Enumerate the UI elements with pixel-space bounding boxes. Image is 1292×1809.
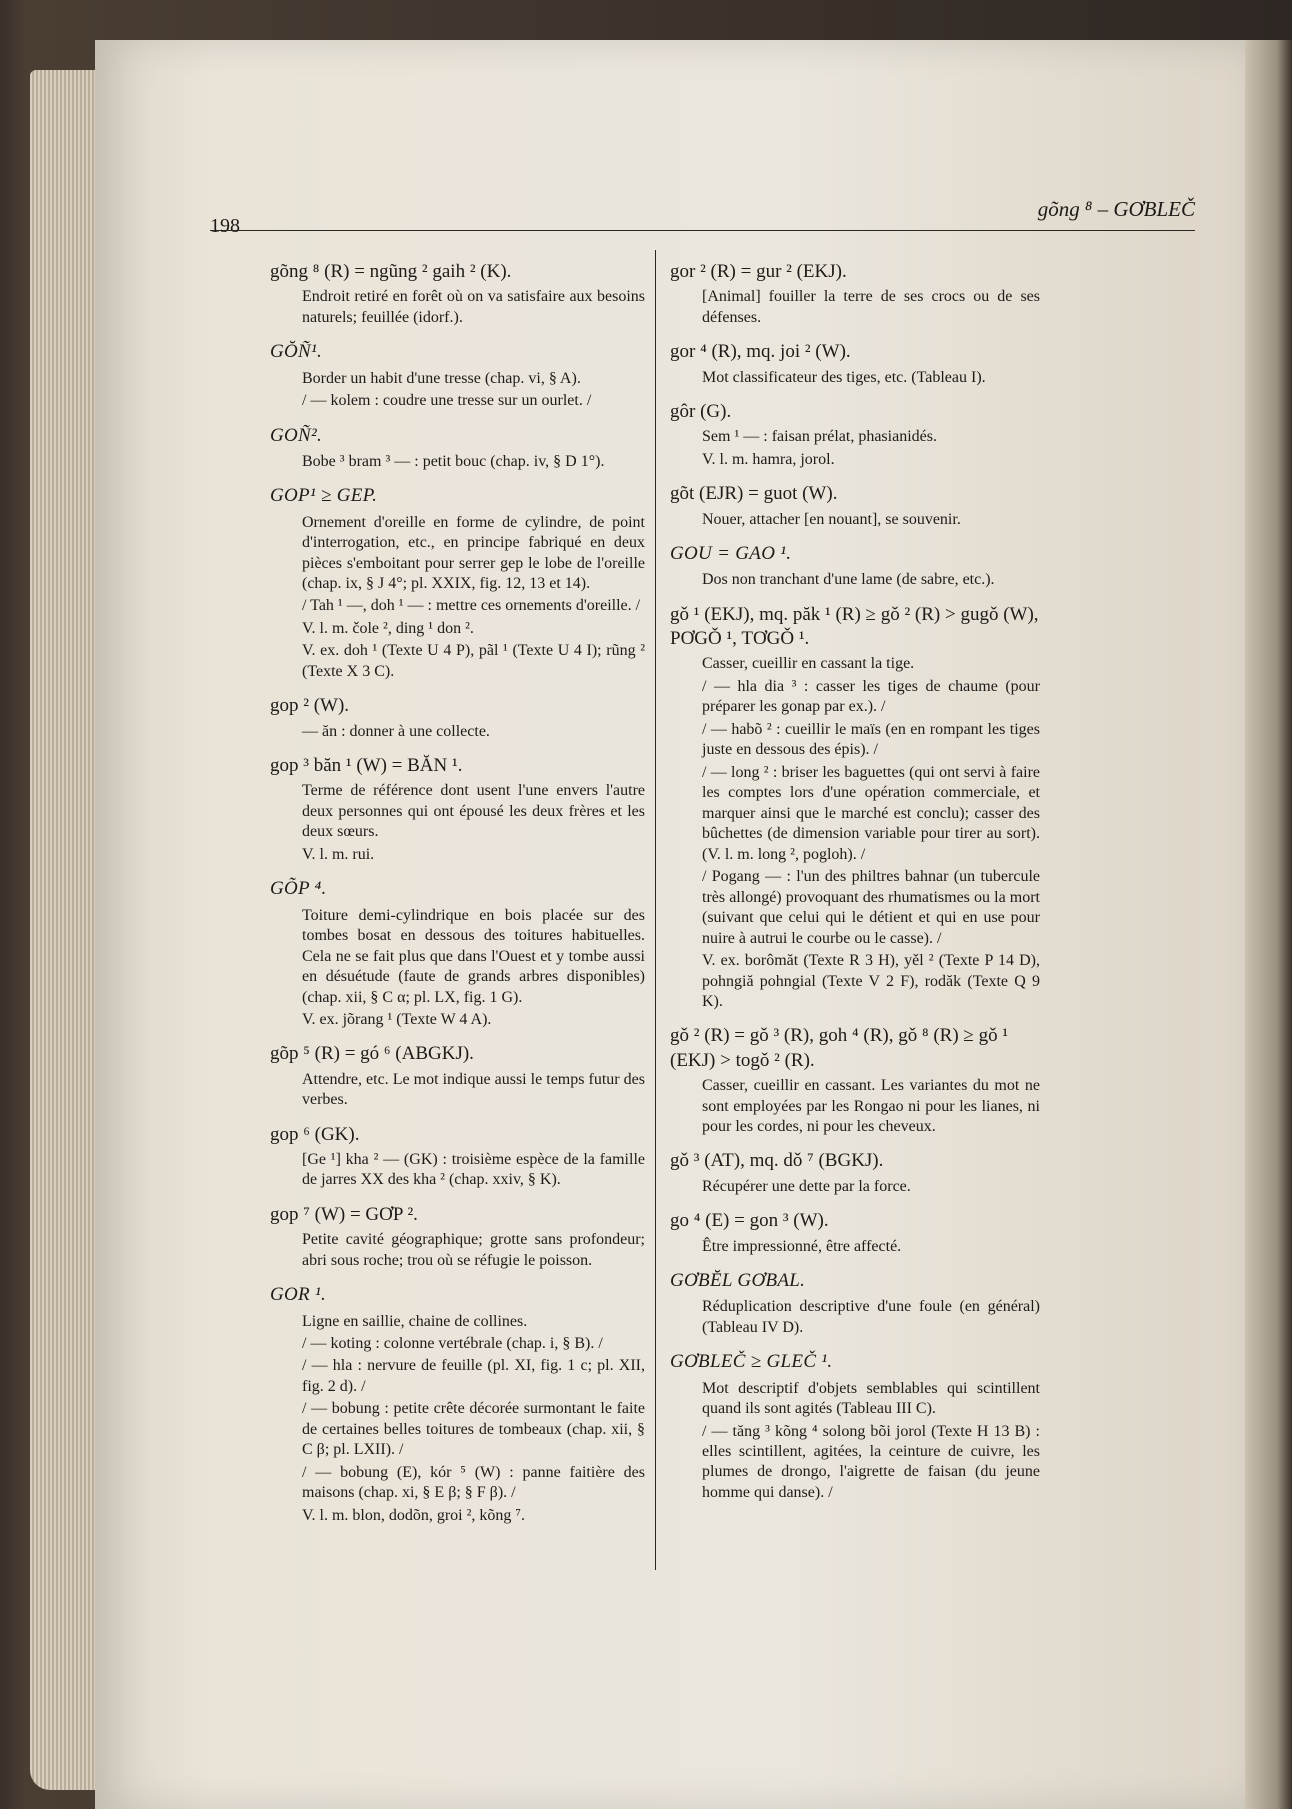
dictionary-entry <box>670 1209 1040 1257</box>
entry-headword: gop ² (W). <box>270 695 350 717</box>
entry-definition <box>670 1076 1040 1137</box>
entry-definition <box>670 510 1040 530</box>
right-column <box>670 260 1040 1515</box>
dictionary-entry <box>670 340 1040 388</box>
definition-line: Terme de référence dont usent l'une envers l'autre deux personnes qui ont épousé les deux frères et les deux sœurs. <box>302 782 645 841</box>
entry-definition <box>270 906 645 1031</box>
entry-headword: gõng ⁸ (R) = ngũng ² gaih ² (K). <box>270 261 512 282</box>
entry-definition <box>270 781 645 865</box>
entry-definition <box>670 654 1040 1012</box>
dictionary-entry <box>670 603 1040 1013</box>
definition-line: Ligne en saillie, chaine de collines. <box>302 1312 528 1330</box>
definition-line: Attendre, etc. Le mot indique aussi le temps futur des verbes. <box>302 1070 645 1109</box>
definition-line: Toiture demi-cylindrique en bois placée sur des tombes bosat en dessous des toitures habituelles. Cela ne se fait plus que dans l'Ouest et y tombe aussi en désuétude (faute de grands arbres disponibles) (chap. xii, § C α; pl. LX, fig. 1 G). <box>302 906 645 1006</box>
definition-line: Casser, cueillir en cassant la tige. <box>702 655 915 673</box>
definition-line: Dos non tranchant d'une lame (de sabre, etc.). <box>702 571 995 589</box>
definition-line: Petite cavité géographique; grotte sans profondeur; abri sous roche; trou où se réfugie le poisson. <box>302 1231 645 1269</box>
definition-line: / — hla : nervure de feuille (pl. XI, fig. 1 c; pl. XII, fig. 2 d). / <box>302 1357 645 1395</box>
definition-line: Sem ¹ — : faisan prélat, phasianidés. <box>702 428 937 446</box>
entry-headword: GOR ¹. <box>270 1284 327 1306</box>
entry-definition <box>270 722 645 742</box>
entry-headword: GOÑ². <box>270 424 323 446</box>
entry-headword: gop ⁶ (GK). <box>270 1123 360 1145</box>
definition-line: Nouer, attacher [en nouant], se souvenir. <box>702 510 961 528</box>
entry-definition <box>670 1379 1040 1504</box>
dictionary-entry <box>670 1149 1040 1197</box>
definition-line: / — bobung (E), kór ⁵ (W) : panne faitière des maisons (chap. xi, § E β; § F β). / <box>302 1463 645 1502</box>
definition-line: V. ex. doh ¹ (Texte U 4 P), pãl ¹ (Texte U 4 I); rũng ² (Texte X 3 C). <box>302 642 645 680</box>
dictionary-entry <box>270 1203 645 1271</box>
entry-headword: gop ⁷ (W) = GƠP ². <box>270 1203 418 1225</box>
dictionary-entry <box>670 400 1040 470</box>
dictionary-entry <box>270 260 645 328</box>
entry-headword: gǒ ¹ (EKJ), mq. păk ¹ (R) ≥ gǒ ² (R) > gugǒ (W), PƠGǑ ¹, TƠGǑ ¹. <box>670 603 1039 650</box>
definition-line: Endroit retiré en forêt où on va satisfaire aux besoins naturels; feuillée (idorf.). <box>302 288 645 326</box>
entry-headword: gôr (G). <box>670 401 732 423</box>
definition-line: / Pogang — : l'un des philtres bahnar (un tubercule très allongé) provoquant des rhumatismes ou la mort (suivant que celui qui le détient et qui en use pour nuire à autrui le courbe ou le casse). / <box>702 868 1040 947</box>
definition-line: V. l. m. rui. <box>302 845 375 863</box>
definition-line: / — tăng ³ kõng ⁴ solong bõi jorol (Texte H 13 B) : elles scintillent, agitées, la ceinture de cuivre, les plumes de drongo, l'aigrette de faisan (du jeune homme qui danse). / <box>702 1422 1040 1501</box>
entry-headword: gõp ⁵ (R) = gó ⁶ (ABGKJ). <box>270 1043 474 1065</box>
entry-headword: GOU = GAO ¹. <box>670 543 792 565</box>
definition-line: / — kolem : coudre une tresse sur un ourlet. / <box>302 392 592 410</box>
dictionary-entry <box>270 340 645 411</box>
definition-line: V. l. m. hamra, jorol. <box>702 450 835 468</box>
definition-line: V. l. m. čole ², ding ¹ don ². <box>302 619 474 637</box>
dictionary-entry <box>270 1123 645 1191</box>
entry-headword: gop ³ băn ¹ (W) = BĂN ¹. <box>270 755 463 777</box>
definition-line: Être impressionné, être affecté. <box>702 1237 902 1255</box>
definition-line: Bobe ³ bram ³ — : petit bouc (chap. iv, § D 1°). <box>302 452 605 470</box>
entry-definition <box>270 369 645 412</box>
definition-line: Casser, cueillir en cassant. Les variantes du mot ne sont employées par les Rongao ni pour les lianes, ni pour les cordes, ni pour les cheveux. <box>702 1077 1040 1135</box>
definition-line: V. l. m. blon, dodõn, groi ², kõng ⁷. <box>302 1506 525 1524</box>
dictionary-entry <box>670 482 1040 530</box>
entry-definition <box>270 1150 645 1191</box>
dictionary-entry <box>670 542 1040 591</box>
definition-line: Mot classificateur des tiges, etc. (Tableau I). <box>702 368 986 386</box>
definition-line: Réduplication descriptive d'une foule (en général) (Tableau IV D). <box>702 1298 1040 1336</box>
dictionary-entry <box>670 1024 1040 1137</box>
left-column <box>270 260 645 1538</box>
page-number: 198 <box>210 215 240 237</box>
definition-line: [Ge ¹] kha ² — (GK) : troisième espèce de la famille de jarres XX des kha ² (chap. xxiv, § K). <box>302 1151 645 1189</box>
entry-definition <box>670 1237 1040 1257</box>
dictionary-entry <box>270 424 645 473</box>
entry-definition <box>270 513 645 683</box>
definition-line: Border un habit d'une tresse (chap. vi, § A). <box>302 369 581 387</box>
entry-headword: GƠBLEČ ≥ GLEČ ¹. <box>670 1351 833 1373</box>
definition-line: Récupérer une dette par la force. <box>702 1177 911 1195</box>
dictionary-entry <box>670 260 1040 328</box>
entry-headword: gǒ ² (R) = gǒ ³ (R), goh ⁴ (R), gǒ ⁸ (R) ≥ gǒ ¹ (EKJ) > togǒ ² (R). <box>670 1025 1009 1071</box>
entry-definition <box>270 1230 645 1271</box>
entry-headword: go ⁴ (E) = gon ³ (W). <box>670 1210 829 1232</box>
definition-line: / — bobung : petite crête décorée surmontant le faite de certaines belles toitures de tombeaux (chap. xii, § C β; pl. LXII). / <box>302 1400 645 1459</box>
dictionary-entry <box>270 1042 645 1110</box>
definition-line: — ăn : donner à une collecte. <box>302 722 490 740</box>
entry-definition <box>670 570 1040 590</box>
entry-headword: GŎÑ¹. <box>270 341 323 363</box>
entry-definition <box>270 1312 645 1527</box>
entry-headword: GƠBĔL GƠBAL. <box>670 1270 806 1292</box>
entry-headword: GOP¹ ≥ GEP. <box>270 485 378 507</box>
dictionary-entry <box>270 877 645 1030</box>
definition-line: / — hla dia ³ : casser les tiges de chaume (pour préparer les gonap par ex.). / <box>702 677 1040 716</box>
entry-headword: gor ² (R) = gur ² (EKJ). <box>670 261 847 282</box>
column-divider <box>655 250 656 1570</box>
definition-line: [Animal] fouiller la terre de ses crocs ou de ses défenses. <box>702 288 1040 326</box>
header-rule <box>210 230 1195 231</box>
dictionary-entry <box>670 1350 1040 1503</box>
entry-definition <box>270 452 645 472</box>
entry-headword: GÕP ⁴. <box>270 878 327 900</box>
entry-definition <box>270 287 645 328</box>
entry-definition <box>670 427 1040 470</box>
entry-definition <box>670 368 1040 388</box>
definition-line: Ornement d'oreille en forme de cylindre, de point d'interrogation, etc., en principe fabriqué en deux pièces s'emboitant pour serrer gep le lobe de l'oreille (chap. ix, § J 4°; pl. XXIX, fig. 12, 13 et 14). <box>302 513 645 592</box>
page-header <box>210 175 1195 235</box>
entry-definition <box>670 1177 1040 1197</box>
entry-headword: gõt (EJR) = guot (W). <box>670 483 838 505</box>
entry-definition <box>270 1070 645 1111</box>
definition-line: V. ex. borômăt (Texte R 3 H), yěl ² (Texte P 14 D), pohngiă pohngial (Texte V 2 F), rodăk (Texte Q 9 K). <box>702 952 1040 1010</box>
entry-headword: gǒ ³ (AT), mq. dǒ ⁷ (BGKJ). <box>670 1150 884 1172</box>
entry-definition <box>670 1297 1040 1338</box>
definition-line: / — long ² : briser les baguettes (qui ont servi à faire les comptes lors d'une opération commerciale, et marquer ainsi que le marché est conclu); casser des bûchettes (de dimension variable pour tirer au sort). (V. l. m. long ², poglоh). / <box>702 763 1040 863</box>
definition-line: Mot descriptif d'objets semblables qui scintillent quand ils sont agités (Tableau III C). <box>702 1379 1040 1418</box>
entry-headword: gor ⁴ (R), mq. joi ² (W). <box>670 341 851 363</box>
definition-line: / — koting : colonne vertébrale (chap. i, § B). / <box>302 1334 603 1352</box>
definition-line: V. ex. jõrang ¹ (Texte W 4 A). <box>302 1010 492 1028</box>
dictionary-entry <box>270 484 645 682</box>
definition-line: / Tah ¹ —, doh ¹ — : mettre ces ornements d'oreille. / <box>302 597 641 615</box>
dictionary-entry <box>670 1269 1040 1338</box>
dictionary-entry <box>270 1283 645 1526</box>
dictionary-entry <box>270 754 645 865</box>
definition-line: / — habõ ² : cueillir le maïs (en en rompant les tiges juste en dessous des épis). / <box>702 720 1040 759</box>
running-head: gõng ⁸ – GƠBLEČ <box>1037 197 1195 221</box>
dictionary-entry <box>270 694 645 742</box>
facing-page-edge <box>1242 40 1292 1809</box>
entry-definition <box>670 287 1040 328</box>
